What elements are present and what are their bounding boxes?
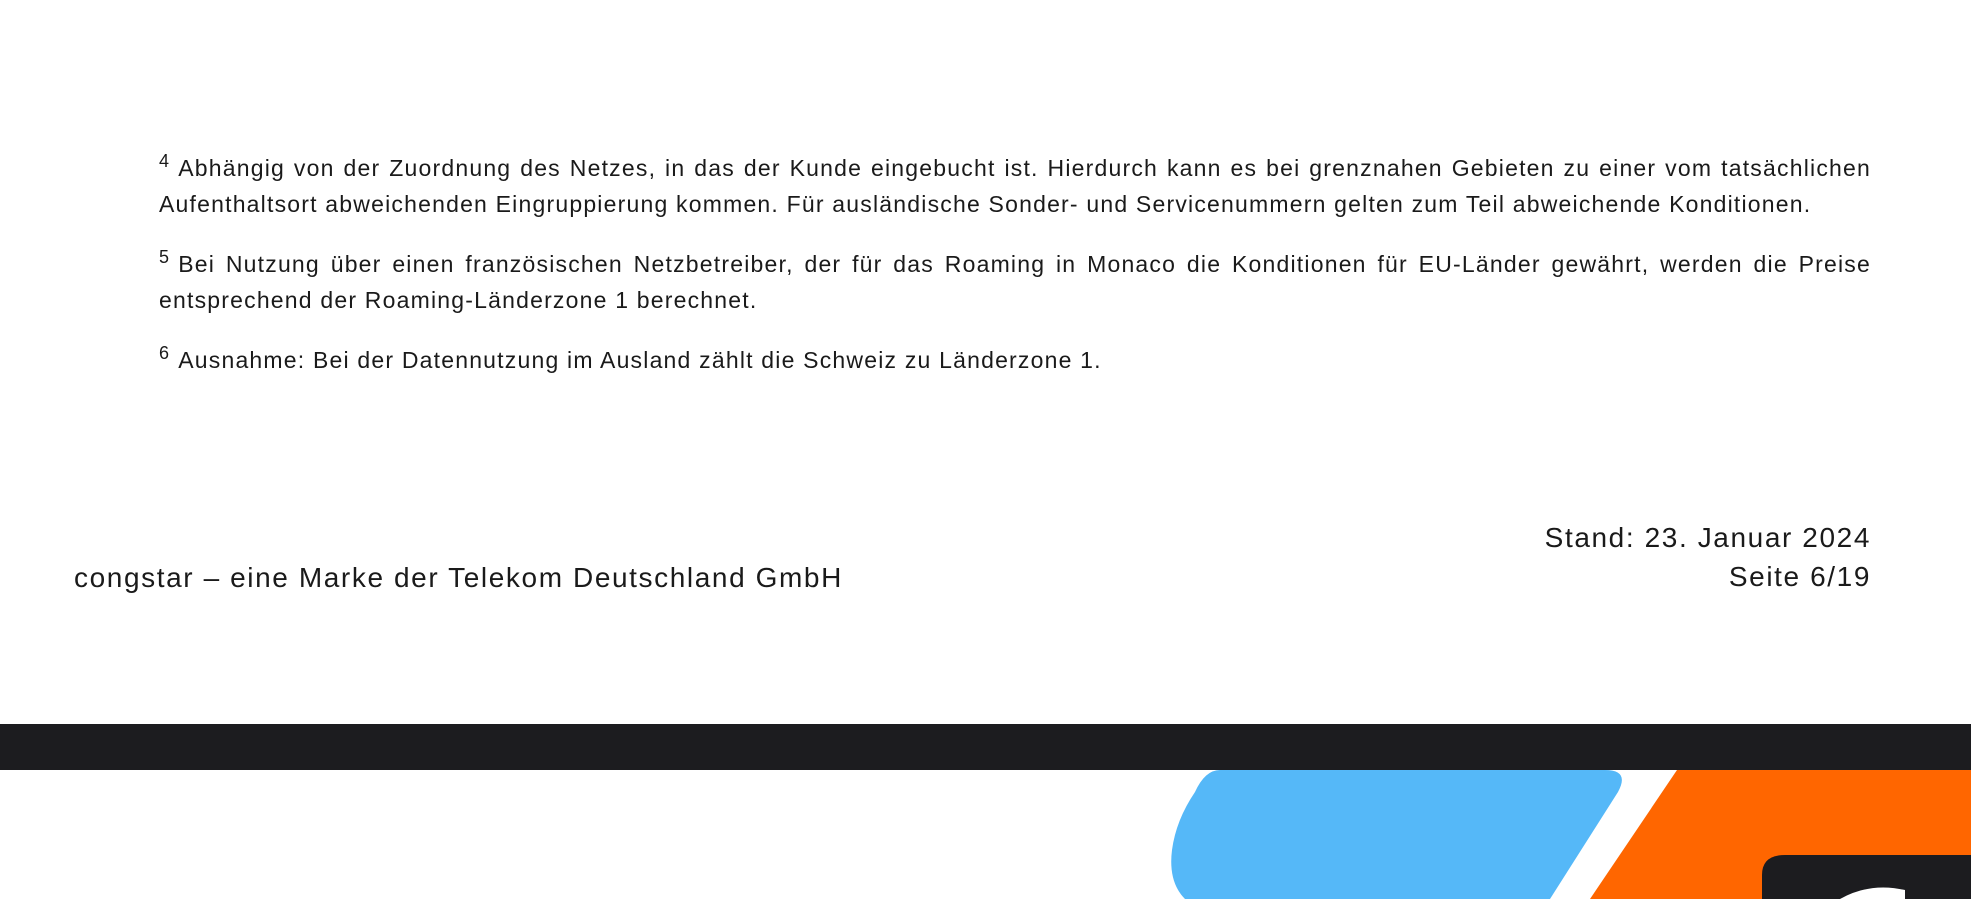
footnote-text: Bei Nutzung über einen französischen Netzbetreiber, der für das Roaming in Monaco die Konditionen für EU-Länder gewährt, werden die Preise entsprechend der Roaming-Länderzone 1 berechnet.	[159, 251, 1871, 313]
brand-shapes-graphic	[0, 770, 1971, 899]
blue-parallelogram-shape	[1171, 770, 1622, 899]
footnote-text: Ausnahme: Bei der Datennutzung im Ausland zählt die Schweiz zu Länderzone 1.	[178, 347, 1102, 373]
footnote-number: 6	[159, 343, 171, 363]
footnote-6	[159, 342, 1871, 378]
footer-meta	[1545, 518, 1871, 596]
footnote-number: 4	[159, 151, 171, 171]
brand-graphic	[0, 770, 1971, 899]
page-number: Seite 6/19	[1728, 561, 1871, 592]
footnote-text: Abhängig von der Zuordnung des Netzes, in das der Kunde eingebucht ist. Hierdurch kann es bei grenznahen Gebieten zu einer vom tatsächlichen Aufenthaltsort abweichenden Eingruppierung kommen. Für ausländische Sonder- und Servicenummern gelten zum Teil abweichende Konditionen.	[159, 155, 1871, 217]
footnotes-section	[159, 150, 1871, 402]
footer-brand-text: congstar – eine Marke der Telekom Deutschland GmbH	[74, 562, 843, 593]
page-divider-bar	[0, 724, 1971, 770]
footnote-number: 5	[159, 247, 171, 267]
document-date: Stand: 23. Januar 2024	[1544, 522, 1871, 553]
footnote-5	[159, 246, 1871, 318]
footnote-4	[159, 150, 1871, 222]
